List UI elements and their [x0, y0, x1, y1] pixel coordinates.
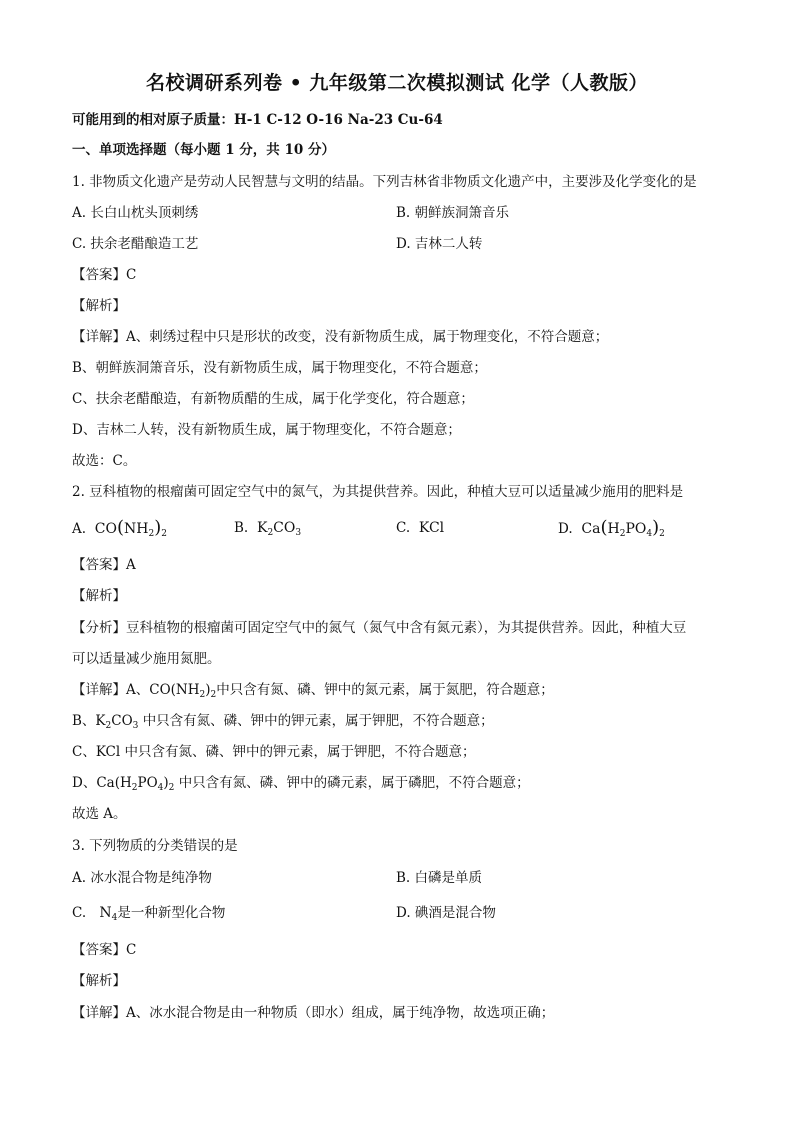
- q3-stem: 3. 下列物质的分类错误的是: [72, 838, 238, 854]
- q2-analysis-label: 【解析】: [72, 588, 126, 604]
- q2-option-d: [558, 518, 665, 544]
- q3-option-c: C. $N_4$是一种新型化合物: [72, 905, 226, 923]
- q2-option-a-label: A.: [72, 521, 87, 537]
- q2-fenxi-line-2: 可以适量减少施用氮肥。: [72, 651, 221, 667]
- q2-option-b: [234, 518, 301, 543]
- q2-option-d-formula: $Ca(H_2PO_4)_2$: [576, 517, 665, 539]
- q3-option-c-formula: $N_4$: [90, 905, 118, 923]
- q2-fenxi-line-1: 【分析】豆科植物的根瘤菌可固定空气中的氮气（氮气中含有氮元素），为其提供营养。因此，种植大豆: [72, 620, 687, 636]
- q3-option-d: D. 碘酒是混合物: [396, 905, 496, 921]
- page-title: 名校调研系列卷 • 九年级第二次模拟测试 化学（人教版）: [146, 72, 648, 94]
- q1-option-d: D. 吉林二人转: [396, 236, 483, 252]
- q1-analysis-label: 【解析】: [72, 298, 126, 314]
- q2-stem: 2. 豆科植物的根瘤菌可固定空气中的氮气，为其提供营养。因此，种植大豆可以适量减少施用的肥料是: [72, 484, 684, 500]
- atomic-masses: 可能用到的相对原子质量：H-1 C-12 O-16 Na-23 Cu-64: [72, 112, 443, 128]
- q2-option-c-formula: KCl: [418, 520, 445, 536]
- q2-option-b-formula: $K_2CO_3$: [252, 520, 302, 538]
- q2-detail-d: D、$Ca(H_2PO_4)_2$ 中只含有氮、磷、钾中的磷元素，属于磷肥，不符合题意；: [72, 775, 530, 793]
- q2-answer: 【答案】A: [72, 557, 136, 573]
- q1-conclusion: 故选：C。: [72, 453, 137, 469]
- q2-option-c-label: C.: [396, 520, 411, 536]
- q1-option-a: A. 长白山枕头顶刺绣: [72, 205, 199, 221]
- section-heading: 一、单项选择题（每小题 1 分，共 10 分）: [72, 142, 335, 158]
- q3-detail-a: 【详解】A、冰水混合物是由一种物质（即水）组成，属于纯净物，故选项正确；: [72, 1005, 555, 1021]
- q2-option-b-label: B.: [234, 520, 249, 536]
- q1-detail-b: B、朝鲜族洞箫音乐，没有新物质生成，属于物理变化，不符合题意；: [72, 360, 487, 376]
- q3-option-a: A. 冰水混合物是纯净物: [72, 870, 212, 886]
- q1-detail-a: 【详解】A、刺绣过程中只是形状的改变，没有新物质生成，属于物理变化，不符合题意；: [72, 329, 609, 345]
- q2-option-d-label: D.: [558, 521, 573, 537]
- q1-detail-d: D、吉林二人转，没有新物质生成，属于物理变化，不符合题意；: [72, 422, 461, 438]
- q3-answer: 【答案】C: [72, 942, 137, 958]
- q2-option-c: [396, 518, 444, 538]
- q1-option-c: C. 扶余老醋酿造工艺: [72, 236, 199, 252]
- q1-detail-c: C、扶余老醋酿造，有新物质醋的生成，属于化学变化，符合题意；: [72, 391, 474, 407]
- q2-detail-b: B、$K_2CO_3$ 中只含有氮、磷、钾中的钾元素，属于钾肥，不符合题意；: [72, 713, 494, 731]
- q2-detail-a: 【详解】A、$CO(NH_2)_2$中只含有氮、磷、钾中的氮元素，属于氮肥，符合题意；: [72, 682, 554, 700]
- q1-answer: 【答案】C: [72, 267, 137, 283]
- q1-option-b: B. 朝鲜族洞箫音乐: [396, 205, 510, 221]
- q2-option-a: [72, 518, 167, 544]
- q2-detail-c: C、KCl 中只含有氮、磷、钾中的钾元素，属于钾肥，不符合题意；: [72, 744, 476, 760]
- q3-analysis-label: 【解析】: [72, 973, 126, 989]
- q2-option-a-formula: $CO(NH_2)_2$: [90, 517, 167, 539]
- q2-conclusion: 故选 A。: [72, 806, 127, 822]
- q1-stem: 1. 非物质文化遗产是劳动人民智慧与文明的结晶。下列吉林省非物质文化遗产中，主要涉及化学变化的是: [72, 174, 697, 190]
- q3-option-b: B. 白磷是单质: [396, 870, 483, 886]
